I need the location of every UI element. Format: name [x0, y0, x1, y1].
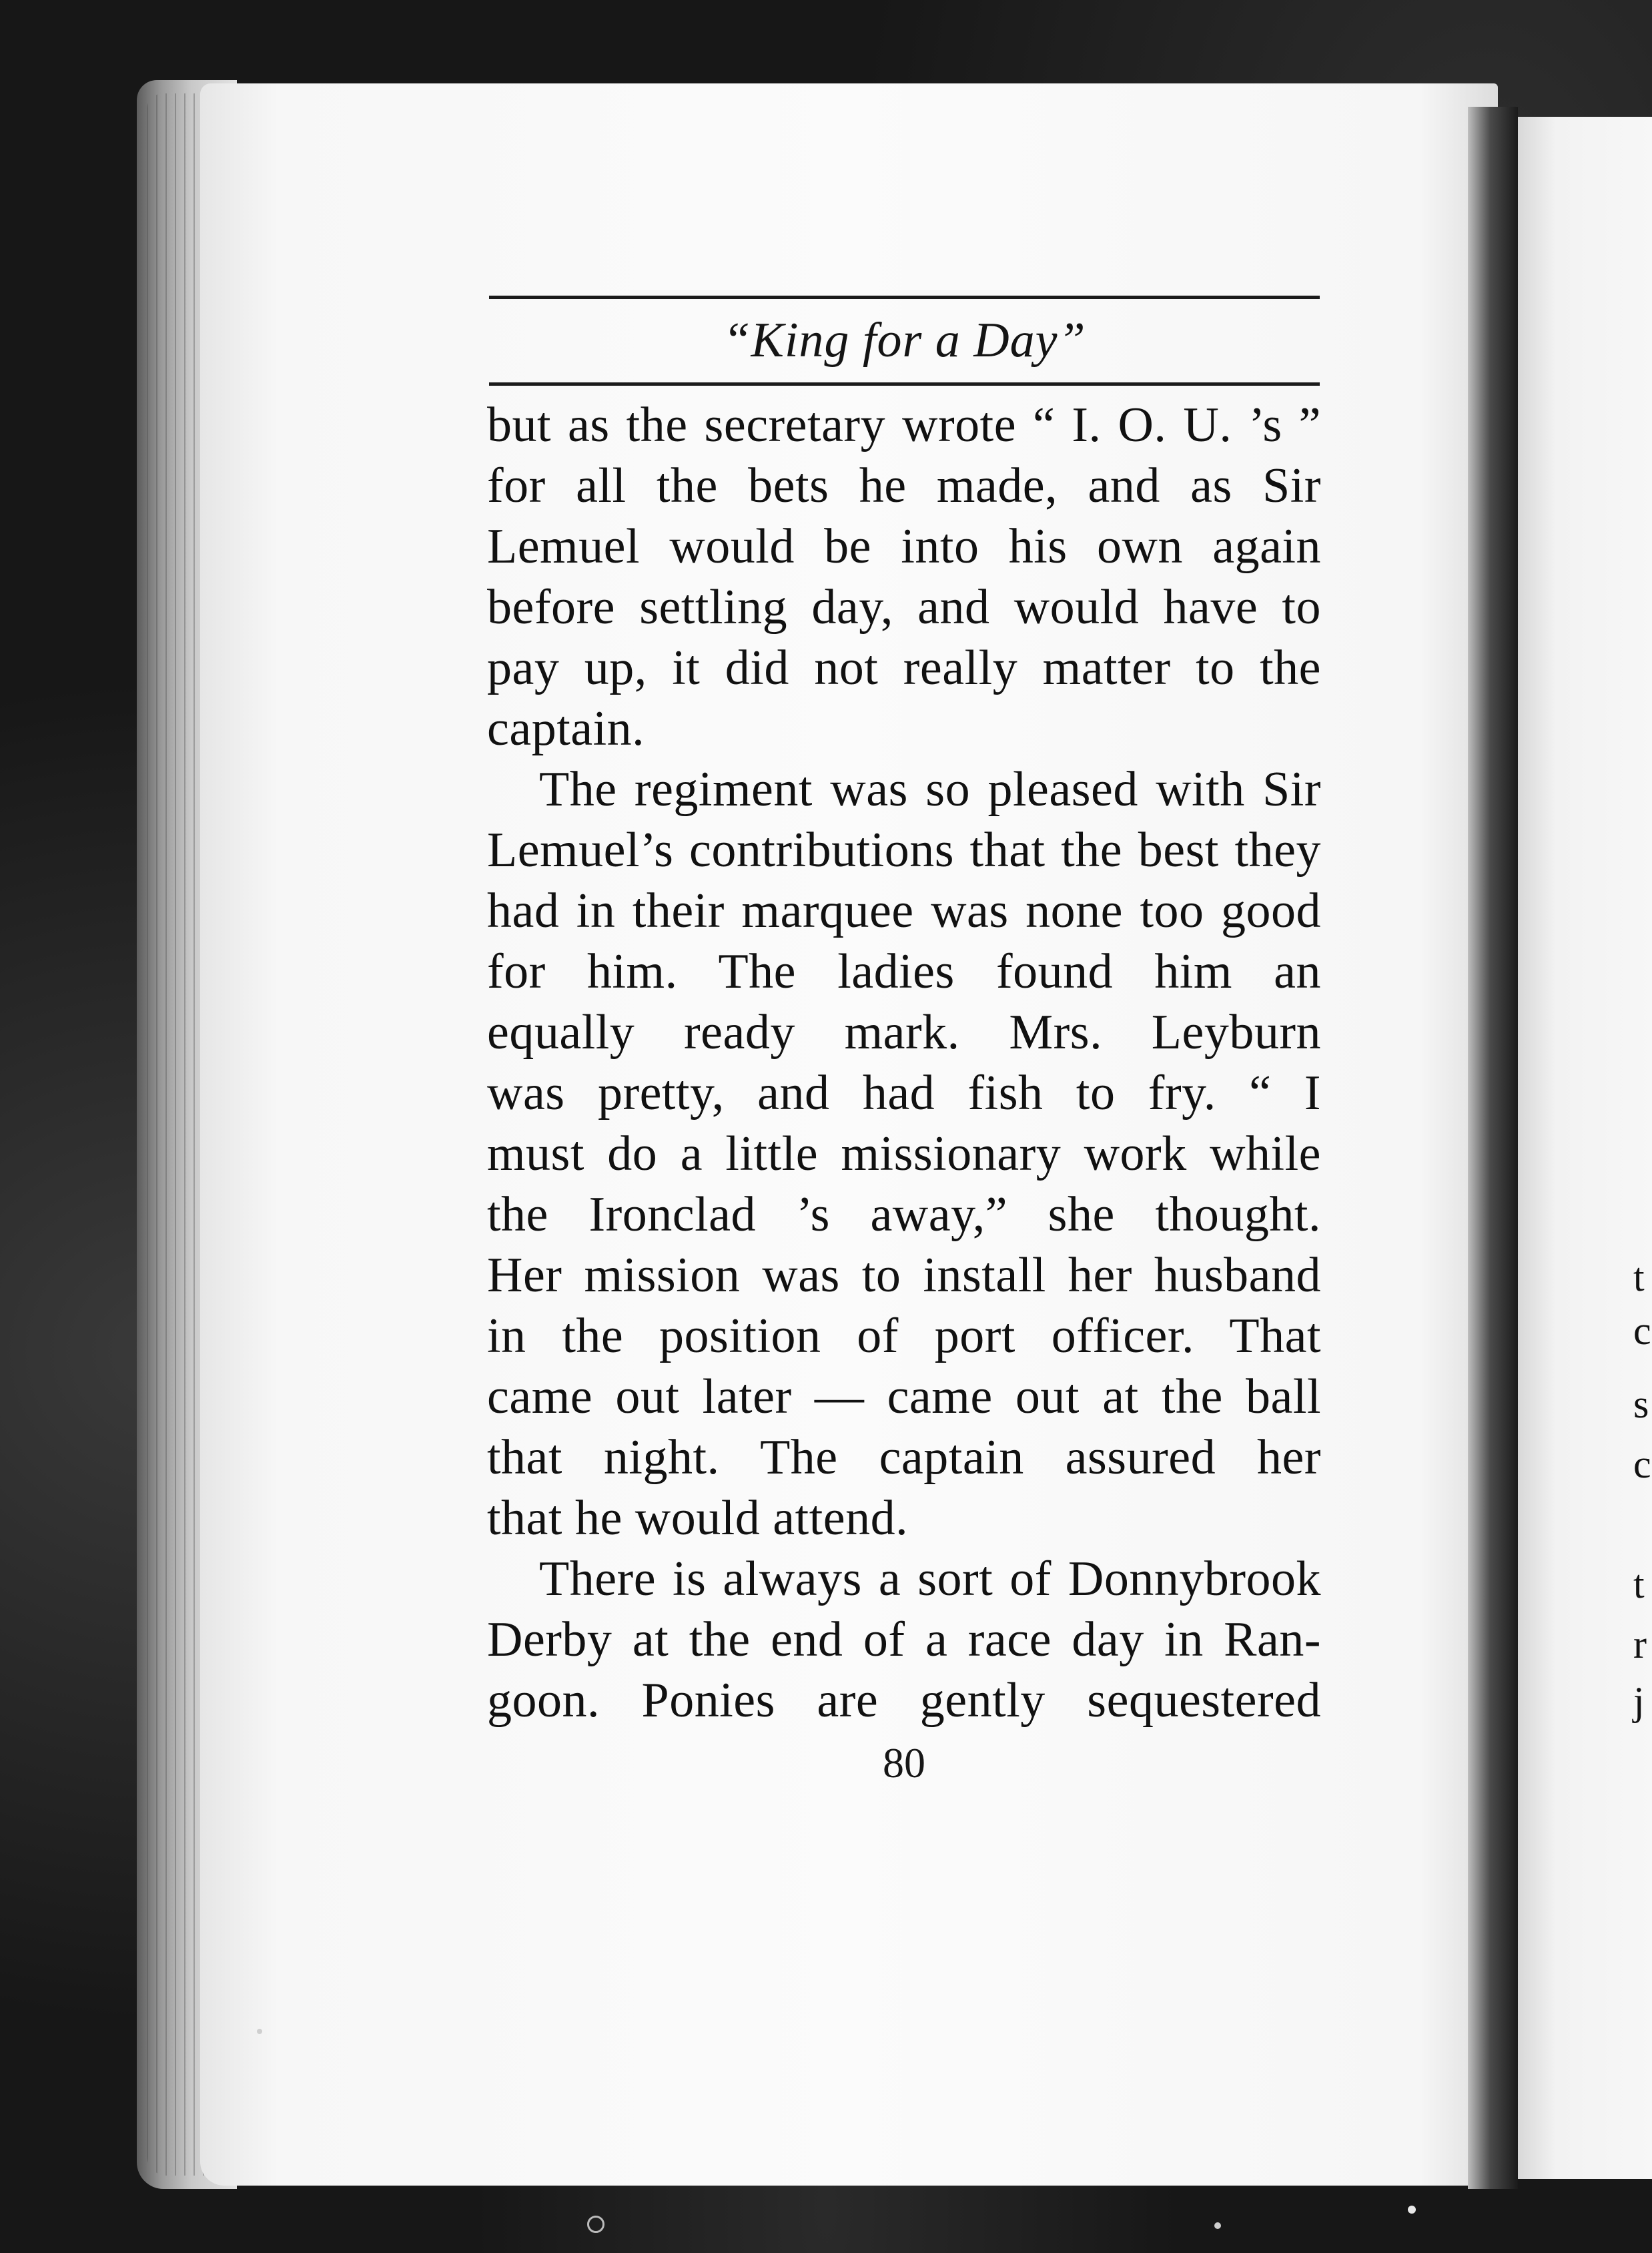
text-line: in the position of port officer. That — [487, 1309, 1321, 1363]
text-line: Lemuel’s contributions that the best they — [487, 823, 1321, 878]
running-head: “King for a Day” — [723, 313, 1086, 368]
book-gutter — [1468, 107, 1518, 2189]
text-line: was pretty, and had fish to fry. “ I — [487, 1066, 1321, 1120]
text-line: for all the bets he made, and as Sir — [487, 458, 1321, 513]
facing-page-letter: c — [1633, 1442, 1651, 1486]
text-line: equally ready mark. Mrs. Leyburn — [487, 1005, 1321, 1060]
facing-page-letter: r — [1633, 1622, 1647, 1666]
text-line: captain. — [487, 701, 645, 756]
facing-page-letter: t — [1633, 1255, 1645, 1299]
text-line: The regiment was so pleased with Sir — [539, 762, 1321, 817]
facing-page-letter: j — [1633, 1679, 1645, 1723]
text-line: for him. The ladies found him an — [487, 944, 1321, 999]
page-number: 80 — [883, 1739, 925, 1787]
facing-page-letter: c — [1633, 1309, 1651, 1353]
text-line: pay up, it did not really matter to the — [487, 641, 1321, 695]
body-text — [487, 395, 1321, 1731]
head-rule-top — [489, 296, 1320, 299]
facing-page-letter: t — [1633, 1562, 1645, 1606]
text-line: Lemuel would be into his own again — [487, 519, 1321, 574]
facing-page — [1515, 117, 1652, 2179]
text-line: There is always a sort of Donnybrook — [539, 1552, 1321, 1606]
facing-page-letter: s — [1633, 1382, 1649, 1426]
text-line: that he would attend. — [487, 1491, 909, 1546]
text-line: Derby at the end of a race day in Ran- — [487, 1612, 1321, 1667]
text-line: Her mission was to install her husband — [487, 1248, 1321, 1303]
text-line: but as the secretary wrote “ I. O. U. ’s ” — [487, 398, 1321, 452]
text-line: that night. The captain assured her — [487, 1430, 1321, 1485]
text-line: came out later — came out at the ball — [487, 1369, 1321, 1424]
text-line: before settling day, and would have to — [487, 580, 1321, 635]
text-line: must do a little missionary work while — [487, 1126, 1321, 1181]
head-rule-bottom — [489, 382, 1320, 386]
text-line: goon. Ponies are gently sequestered — [487, 1673, 1321, 1728]
text-line: had in their marquee was none too good — [487, 884, 1321, 938]
text-line: the Ironclad ’s away,” she thought. — [487, 1187, 1321, 1242]
